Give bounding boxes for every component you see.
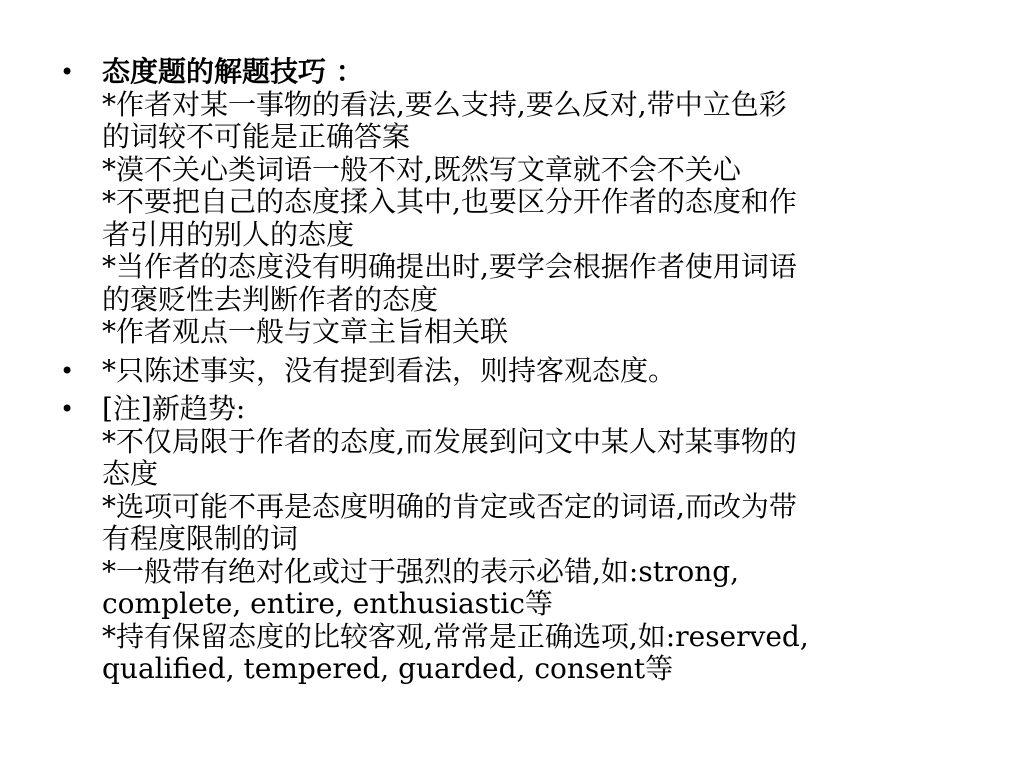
bullet-line: *漠不关心类词语一般不对,既然写文章就不会不关心: [102, 152, 741, 186]
bullet-line: qualified, tempered, guarded, consent等: [102, 652, 674, 685]
bullet-heading: 态度题的解题技巧 ：: [102, 55, 364, 88]
bullet-line: 者引用的别人的态度: [102, 217, 355, 251]
bullet-line: complete, entire, enthusiastic等: [102, 587, 553, 620]
bullet-marker: •: [60, 395, 75, 423]
bullet-marker: •: [60, 58, 75, 86]
bullet-line: [注]新趋势:: [102, 392, 246, 425]
bullet-item-attitude-techniques: [60, 56, 980, 349]
bullet-line: 有程度限制的词: [102, 522, 299, 555]
bullet-item-new-trends: [60, 393, 980, 686]
bullet-line: *不仅局限于作者的态度,而发展到问文中某人对某事物的: [102, 424, 797, 458]
bullet-line: *选项可能不再是态度明确的肯定或否定的词语,而改为带: [102, 489, 797, 523]
bullet-line: 态度: [102, 457, 159, 490]
bullet-line: *当作者的态度没有明确提出时,要学会根据作者使用词语: [102, 250, 797, 283]
bullet-line: *不要把自己的态度揉入其中,也要区分开作者的态度和作: [102, 185, 797, 218]
bullet-line: *只陈述事实，没有提到看法，则持客观态度。: [102, 353, 677, 387]
bullet-line: *作者对某一事物的看法,要么支持,要么反对,带中立色彩: [102, 87, 787, 121]
bullet-line: *作者观点一般与文章主旨相关联: [102, 315, 509, 348]
bullet-marker: •: [60, 356, 75, 385]
bullet-line: 的词较不可能是正确答案: [102, 120, 411, 153]
bullet-line: *一般带有绝对化或过于强烈的表示必错,如:strong,: [102, 554, 740, 588]
bullet-list: [60, 56, 980, 692]
bullet-line: *持有保留态度的比较客观,常常是正确选项,如:reserved,: [102, 619, 809, 653]
bullet-item-objective-attitude: [60, 355, 980, 388]
bullet-line: 的褒贬性去判断作者的态度: [102, 282, 439, 316]
